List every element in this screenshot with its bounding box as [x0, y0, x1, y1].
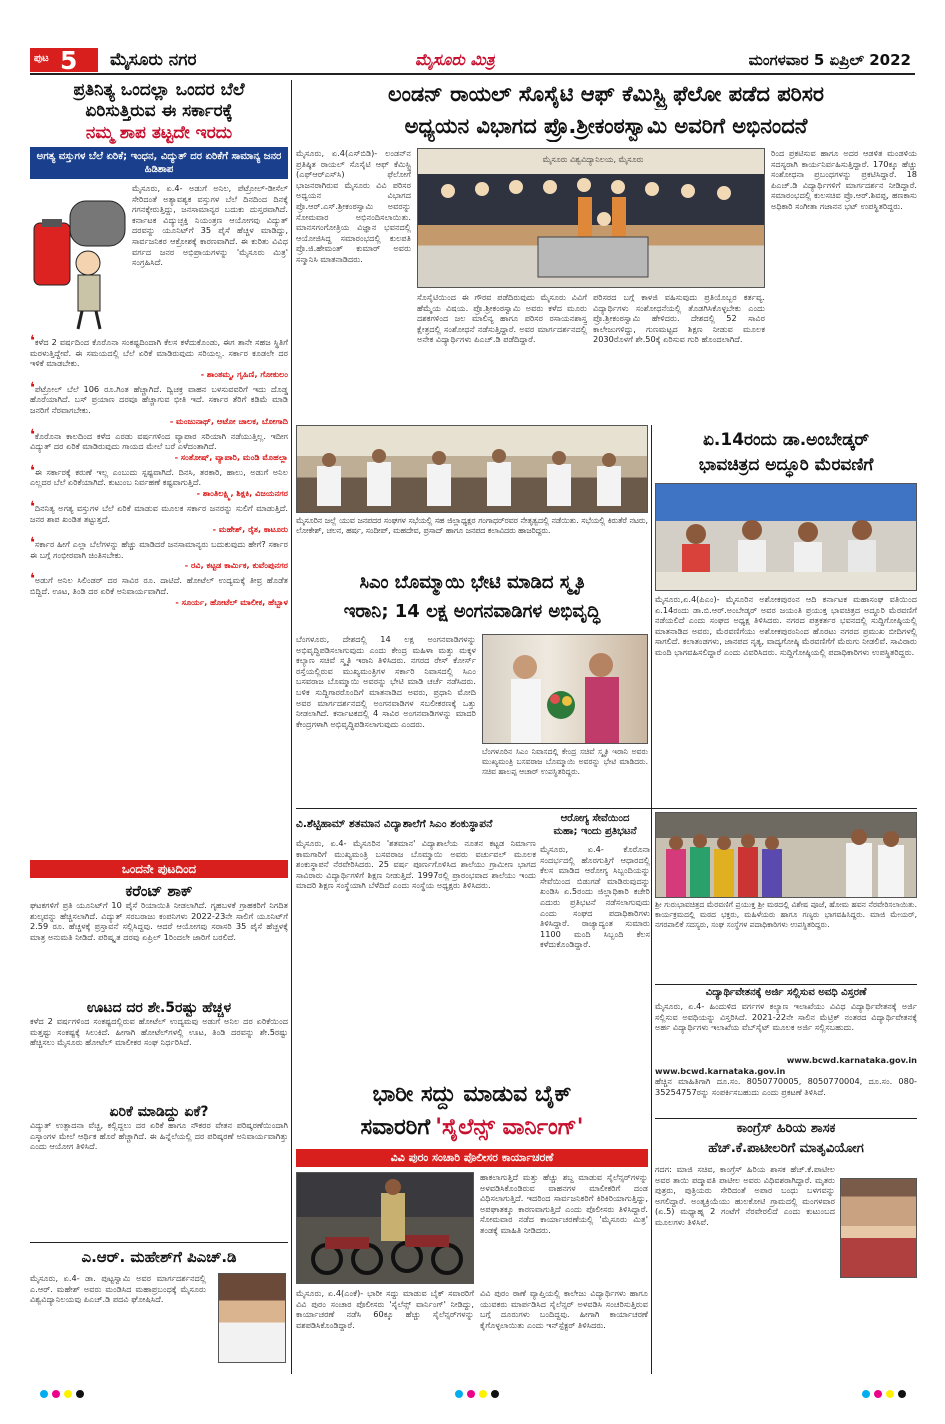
- mutt-photo: [655, 812, 917, 898]
- ambedkar-headline-2: ಭಾವಚಿತ್ರದ ಅದ್ಧೂರಿ ಮೆರವಣಿಗೆ: [698, 455, 874, 475]
- phd-portrait: [218, 1273, 286, 1363]
- registration-mark: [76, 1390, 84, 1398]
- obit-portrait: [840, 1178, 917, 1278]
- quote-text: ಅಡುಗೆ ಅನಿಲ ಸಿಲಿಂಡರ್ ದರ ಸಾವಿರ ರೂ. ದಾಟಿದೆ. ಹೋಟೆಲ್ ಉದ್ಯಮಕ್ಕೆ ತೀವ್ರ ಹೊಡೆತ ಬಿದ್ದಿದೆ. ಊಟ, ತಿಂಡಿ ದರ ಏರಿಕೆ ಅನಿವಾರ್ಯವಾಗಿದೆ.: [30, 575, 288, 596]
- bike-headline-1: ಭಾರೀ ಸದ್ದು ಮಾಡುವ ಬೈಕ್: [372, 1082, 572, 1107]
- column-rule: [291, 80, 292, 1374]
- registration-mark: [898, 1390, 906, 1398]
- quote-item: ❛ಕಳೆದ 2 ವರ್ಷದಿಂದ ಕೊರೊನಾ ಸಂಕಷ್ಟದಿಂದಾಗಿ ಕೆಲಸ ಕಳೆದುಕೊಂಡು, ಈಗ ತಾನೇ ಸಹಜ ಸ್ಥಿತಿಗೆ ಮರಳುತ್ತಿದ್ದೇವೆ. ಈ ಸಮಯದಲ್ಲಿ ಬೆಲೆ ಏರಿಕೆ ಮಾಡಿರುವುದು ಸರಿಯಲ್ಲ. ಸರ್ಕಾರ ಕೂಡಲೇ ದರ ಇಳಿಕೆ ಮಾಡಬೇಕು. - ಶಾಂತಮ್ಮ, ಗೃಹಿಣಿ, ಗೋಕುಲಂ: [30, 333, 288, 379]
- obit-body: ಗದಗ: ಮಾಜಿ ಸಚಿವ, ಕಾಂಗ್ರೆಸ್ ಹಿರಿಯ ಶಾಸಕ ಹೆಚ್.ಕೆ.ಪಾಟೀಲ ಅವರ ತಾಯಿ ಪದ್ಮಾವತಿ ಪಾಟೀಲ ಅವರು ವಿಧಿವಶರಾಗಿದ್ದಾರೆ. ಮೃತರು ಪುತ್ರರು, ಪುತ್ರಿಯರು ಸೇರಿದಂತೆ ಅಪಾರ ಬಂಧು ಬಳಗವನ್ನು ಅಗಲಿದ್ದಾರೆ. ಅಂತ್ಯಕ್ರಿಯೆಯು ಹುಲಕೋಟಿ ಗ್ರಾಮದಲ್ಲಿ ಮಂಗಳವಾರ (ಏ.5) ಮಧ್ಯಾಹ್ನ 2 ಗಂಟೆಗೆ ನೆರವೇರಲಿದೆ ಎಂದು ಕುಟುಂಬದ ಮೂಲಗಳು ತಿಳಿಸಿವೆ.: [655, 1164, 835, 1227]
- page-label: ಪುಟ: [34, 53, 49, 64]
- left-story: [30, 80, 288, 860]
- quote-signature: - ರವಿ, ಕಟ್ಟಡ ಕಾರ್ಮಿಕ, ಕುವೆಂಪುನಗರ: [184, 560, 288, 571]
- quote-signature: - ಮಂಜುನಾಥ್, ಆಟೋ ಚಾಲಕ, ಬೋಗಾದಿ: [169, 415, 288, 426]
- quote-item: ❛ಅಡುಗೆ ಅನಿಲ ಸಿಲಿಂಡರ್ ದರ ಸಾವಿರ ರೂ. ದಾಟಿದೆ. ಹೋಟೆಲ್ ಉದ್ಯಮಕ್ಕೆ ತೀವ್ರ ಹೊಡೆತ ಬಿದ್ದಿದೆ. ಊಟ, ತಿಂಡಿ ದರ ಏರಿಕೆ ಅನಿವಾರ್ಯವಾಗಿದೆ. - ಸೂರ್ಯ, ಹೋಟೆಲ್ ಮಾಲೀಕ, ಹೆಬ್ಬಾಳ: [30, 571, 288, 607]
- masthead: [30, 45, 915, 75]
- school-headline: ವಿ.ಶೆಟ್ಟಿಹಾಮ್ ಶತಮಾನ ವಿದ್ಯಾಶಾಲೆಗೆ ಸಿಎಂ ಶಂಕುಸ್ಥಾಪನೆ: [296, 818, 493, 830]
- award-banner: ಮೈಸೂರು ವಿಶ್ವವಿದ್ಯಾನಿಲಯ, ಮೈಸೂರು: [542, 155, 644, 164]
- cm-headline-1: ಸಿಎಂ ಬೊಮ್ಮಾಯಿ ಭೇಟಿ ಮಾಡಿದ ಸ್ಮೃತಿ: [359, 572, 585, 593]
- cm-body: ಬೆಂಗಳೂರು, ದೇಶದಲ್ಲಿ 14 ಲಕ್ಷ ಅಂಗನವಾಡಿಗಳನ್ನು ಅಭಿವೃದ್ಧಿಪಡಿಸಲಾಗುವುದು ಎಂದು ಕೇಂದ್ರ ಮಹಿಳಾ ಮತ್ತು ಮಕ್ಕಳ ಕಲ್ಯಾಣ ಸಚಿವೆ ಸ್ಮೃತಿ ಇರಾನಿ ತಿಳಿಸಿದರು. ನಗರದ ರೇಸ್ ಕೋರ್ಸ್ ರಸ್ತೆಯಲ್ಲಿರುವ ಮುಖ್ಯಮಂತ್ರಿಗಳ ಸರ್ಕಾರಿ ನಿವಾಸದಲ್ಲಿ ಸಿಎಂ ಬಸವರಾಜ ಬೊಮ್ಮಾಯಿ ಅವರನ್ನು ಭೇಟಿ ಮಾಡಿ ಚರ್ಚೆ ನಡೆಸಿದರು. ಬಳಿಕ ಸುದ್ದಿಗಾರರೊಂದಿಗೆ ಮಾತನಾಡಿದ ಅವರು, ಪ್ರಧಾನಿ ಮೋದಿ ಅವರ ಮಾರ್ಗದರ್ಶನದಲ್ಲಿ ಅಂಗನವಾಡಿಗಳ ಸಬಲೀಕರಣಕ್ಕೆ ಒತ್ತು ನೀಡಲಾಗಿದೆ. ಕರ್ನಾಟಕದಲ್ಲಿ 4 ಸಾವಿರ ಅಂಗನವಾಡಿಗಳನ್ನು ಮಾದರಿ ಕೇಂದ್ರಗಳಾಗಿ ಅಭಿವೃದ್ಧಿಪಡಿಸಲಾಗುವುದು ಎಂದರು.: [296, 634, 476, 729]
- registration-mark: [455, 1390, 463, 1398]
- issue-date: ಮಂಗಳವಾರ 5 ಏಪ್ರಿಲ್ 2022: [748, 51, 911, 69]
- quote-signature: - ಮಹೇಶ್, ರೈತ, ಕಾಟೂರು: [212, 524, 288, 535]
- lead-col-1: ಮೈಸೂರು, ಏ.4(ಎಸ್‌ಬಿಡಿ)- ಲಂಡನ್‌ನ ಪ್ರತಿಷ್ಠಿತ ರಾಯಲ್ ಸೊಸೈಟಿ ಆಫ್ ಕೆಮಿಸ್ಟ್ರಿ (ಎಫ್‌ಆರ್‌ಎಸ್‌ಸಿ) ಫೆಲೋಗೆ ಭಾಜನರಾಗಿರುವ ಮೈಸೂರು ವಿವಿ ಪರಿಸರ ಅಧ್ಯಯನ ವಿಭಾಗದ ಪ್ರೊ.ಆರ್.ಎಸ್.ಶ್ರೀಕಂಠಸ್ವಾಮಿ ಅವರನ್ನು ಸೋಮವಾರ ಅಭಿನಂದಿಸಲಾಯಿತು. ಮಾನಸಗಂಗೋತ್ರಿಯ ವಿಜ್ಞಾನ ಭವನದಲ್ಲಿ ಆಯೋಜಿಸಿದ್ದ ಸಮಾರಂಭದಲ್ಲಿ ಕುಲಪತಿ ಪ್ರೊ.ಜಿ.ಹೇಮಂತ್ ಕುಮಾರ್ ಅವರು ಸನ್ಮಾನಿಸಿ ಮಾತನಾಡಿದರು.: [296, 148, 411, 264]
- cm-headline-2: ಇರಾನಿ; 14 ಲಕ್ಷ ಅಂಗನವಾಡಿಗಳ ಅಭಿವೃದ್ಧಿ: [343, 601, 601, 622]
- quote-item: ❛ಪೆಟ್ರೋಲ್ ಬೆಲೆ 106 ರೂ.ಗಿಂತ ಹೆಚ್ಚಾಗಿದೆ. ದ್ವಿಚಕ್ರ ವಾಹನ ಬಳಸುವವರಿಗೆ ಇದು ದೊಡ್ಡ ಹೊರೆಯಾಗಿದೆ. ಬಸ್ ಪ್ರಯಾಣ ದರವೂ ಹೆಚ್ಚಾಗುವ ಭೀತಿ ಇದೆ. ಸರ್ಕಾರ ತೆರಿಗೆ ಕಡಿಮೆ ಮಾಡಿ ಜನರಿಗೆ ನೆರವಾಗಬೇಕು. - ಮಂಜುನಾಥ್, ಆಟೋ ಚಾಲಕ, ಬೋಗಾದಿ: [30, 379, 288, 426]
- column-rule: [651, 425, 652, 1374]
- phd-headline: ಎ.ಆರ್. ಮಹೇಶ್‌ಗೆ ಪಿಎಚ್.ಡಿ: [81, 1248, 237, 1266]
- bike-col-1: ಹಾಕಲಾಗುತ್ತಿದೆ ಮತ್ತು ಹೆಚ್ಚು ಶಬ್ದ ಮಾಡುವ ಸೈಲೆನ್ಸರ್‌ಗಳನ್ನು ಅಳವಡಿಸಿಕೊಂಡಿರುವ ವಾಹನಗಳ ಮಾಲೀಕರಿಗೆ ದಂಡ ವಿಧಿಸಲಾಗುತ್ತಿದೆ. ಇದರಿಂದ ಸಾರ್ವಜನಿಕರಿಗೆ ಕಿರಿಕಿರಿಯಾಗುತ್ತಿದ್ದು, ಅಪಘಾತಕ್ಕೂ ಕಾರಣವಾಗುತ್ತಿದೆ ಎಂದು ಪೊಲೀಸರು ತಿಳಿಸಿದ್ದಾರೆ. ಸೋಮವಾರ ನಡೆದ ಕಾರ್ಯಾಚರಣೆಯಲ್ಲಿ 'ಮೈಸೂರು ಮಿತ್ರ' ತಂಡಕ್ಕೆ ಮಾಹಿತಿ ನೀಡಿದರು.: [480, 1172, 648, 1235]
- lead-col-2: ಸೊಸೈಟಿಯಿಂದ ಈ ಗೌರವ ಪಡೆದಿರುವುದು ಮೈಸೂರು ವಿವಿಗೆ ಹೆಮ್ಮೆಯ ವಿಷಯ. ಪ್ರೊ.ಶ್ರೀಕಂಠಸ್ವಾಮಿ ಅವರು ಕಳೆದ ಮೂರು ದಶಕಗಳಿಂದ ಜಲ ಮಾಲಿನ್ಯ ಹಾಗೂ ಪರಿಸರ ರಸಾಯನಶಾಸ್ತ್ರ ಕ್ಷೇತ್ರದಲ್ಲಿ ಸಂಶೋಧನೆ ನಡೆಸುತ್ತಿದ್ದಾರೆ. ಅವರ ಮಾರ್ಗದರ್ಶನದಲ್ಲಿ ಅನೇಕ ವಿದ್ಯಾರ್ಥಿಗಳು ಪಿಎಚ್.ಡಿ ಪಡೆದಿದ್ದಾರೆ.: [417, 292, 587, 345]
- lead-headline: [295, 78, 917, 144]
- page-number-badge: [30, 48, 98, 72]
- obit-headline: [655, 1118, 917, 1162]
- cm-photo-caption: ಬೆಂಗಳೂರಿನ ಸಿಎಂ ನಿವಾಸದಲ್ಲಿ ಕೇಂದ್ರ ಸಚಿವೆ ಸ್ಮೃತಿ ಇರಾನಿ ಅವರು ಮುಖ್ಯಮಂತ್ರಿ ಬಸವರಾಜ ಬೊಮ್ಮಾಯಿ ಅವರನ್ನು ಭೇಟಿ ಮಾಡಿದರು. ಸಚಿವ ಹಾಲಪ್ಪ ಆಚಾರ್ ಉಪಸ್ಥಿತರಿದ್ದರು.: [482, 747, 648, 776]
- left-headline-2: ಏರಿಸುತ್ತಿರುವ ಈ ಸರ್ಕಾರಕ್ಕೆ: [85, 101, 233, 121]
- quotes-list: [30, 333, 288, 608]
- registration-mark: [52, 1390, 60, 1398]
- quote-signature: - ಸೂರ್ಯ, ಹೋಟೆಲ್ ಮಾಲೀಕ, ಹೆಬ್ಬಾಳ: [175, 596, 288, 607]
- ambedkar-headline-1: ಏ.14ರಂದು ಡಾ.ಅಂಬೇಡ್ಕರ್: [702, 430, 870, 450]
- registration-mark: [40, 1390, 48, 1398]
- health-body: ಮೈಸೂರು, ಏ.4- ಕೊರೊನಾ ಸಂದರ್ಭದಲ್ಲಿ ಹೊರಗುತ್ತಿಗೆ ಆಧಾರದಲ್ಲಿ ಕೆಲಸ ಮಾಡಿದ ಆರೋಗ್ಯ ಸಿಬ್ಬಂದಿಯನ್ನು ಸೇವೆಯಿಂದ ಬಿಡುಗಡೆ ಮಾಡಿರುವುದನ್ನು ಖಂಡಿಸಿ ಏ.5ರಂದು ಜಿಲ್ಲಾಧಿಕಾರಿ ಕಚೇರಿ ಎದುರು ಪ್ರತಿಭಟನೆ ನಡೆಸಲಾಗುವುದು ಎಂದು ಸಂಘದ ಪದಾಧಿಕಾರಿಗಳು ತಿಳಿಸಿದ್ದಾರೆ. ರಾಜ್ಯಾದ್ಯಂತ ಸುಮಾರು 1100 ಮಂದಿ ಸಿಬ್ಬಂದಿ ಕೆಲಸ ಕಳೆದುಕೊಂಡಿದ್ದಾರೆ.: [540, 844, 650, 950]
- continued-section: [30, 860, 288, 1240]
- story1-head: ಕರೆಂಟ್ ಶಾಕ್: [125, 882, 193, 900]
- lead-headline-1: ಲಂಡನ್ ರಾಯಲ್ ಸೊಸೈಟಿ ಆಫ್ ಕೆಮಿಸ್ಟ್ರಿ ಫೆಲೋ ಪಡೆದ ಪರಿಸರ: [387, 82, 825, 106]
- scholarship-box: [655, 984, 917, 1114]
- story3-head: ಏರಿಕೆ ಮಾಡಿದ್ದು ಏಕೆ?: [109, 1104, 209, 1120]
- scholarship-headline: ವಿದ್ಯಾರ್ಥಿವೇತನಕ್ಕೆ ಅರ್ಜಿ ಸಲ್ಲಿಸುವ ಅವಧಿ ವಿಸ್ತರಣೆ: [705, 987, 867, 998]
- bike-photo: [296, 1172, 474, 1284]
- registration-mark: [491, 1390, 499, 1398]
- bike-headline-3: 'ಸೈಲೆನ್ಸ್ ವಾರ್ನಿಂಗ್': [435, 1115, 584, 1140]
- registration-mark: [874, 1390, 882, 1398]
- quote-text: ಪೆಟ್ರೋಲ್ ಬೆಲೆ 106 ರೂ.ಗಿಂತ ಹೆಚ್ಚಾಗಿದೆ. ದ್ವಿಚಕ್ರ ವಾಹನ ಬಳಸುವವರಿಗೆ ಇದು ದೊಡ್ಡ ಹೊರೆಯಾಗಿದೆ. ಬಸ್ ಪ್ರಯಾಣ ದರವೂ ಹೆಚ್ಚಾಗುವ ಭೀತಿ ಇದೆ. ಸರ್ಕಾರ ತೆರಿಗೆ ಕಡಿಮೆ ಮಾಡಿ ಜನರಿಗೆ ನೆರವಾಗಬೇಕು.: [30, 383, 288, 415]
- quote-item: ❛ಸರ್ಕಾರ ಹೀಗೆ ಎಲ್ಲಾ ಬೆಲೆಗಳನ್ನು ಹೆಚ್ಚು ಮಾಡಿದರೆ ಜನಸಾಮಾನ್ಯರು ಬದುಕುವುದು ಹೇಗೆ? ಸರ್ಕಾರ ಈ ಬಗ್ಗೆ ಗಂಭೀರವಾಗಿ ಚಿಂತಿಸಬೇಕು. - ರವಿ, ಕಟ್ಟಡ ಕಾರ್ಮಿಕ, ಕುವೆಂಪುನಗರ: [30, 535, 288, 571]
- bike-headline: [296, 1078, 648, 1170]
- bike-col-2: ಮೈಸೂರು, ಏ.4(ಎಂಕೆ)- ಭಾರೀ ಸದ್ದು ಮಾಡುವ ಬೈಕ್ ಸವಾರರಿಗೆ ವಿವಿ ಪುರಂ ಸಂಚಾರ ಪೊಲೀಸರು 'ಸೈಲೆನ್ಸ್ ವಾರ್ನಿಂಗ್' ನೀಡಿದ್ದು, ಕಾರ್ಯಾಚರಣೆ ನಡೆಸಿ 60ಕ್ಕೂ ಹೆಚ್ಚು ಸೈಲೆನ್ಸರ್‌ಗಳನ್ನು ವಶಪಡಿಸಿಕೊಂಡಿದ್ದಾರೆ.: [296, 1288, 474, 1330]
- left-headline-1: ಪ್ರತಿನಿತ್ಯ ಒಂದಲ್ಲಾ ಒಂದರ ಬೆಲೆ: [73, 80, 245, 100]
- cm-story-headline: [296, 568, 648, 630]
- mutt-caption: ಶ್ರೀ ಗುರುಭಾವಚಿತ್ರದ ಮೆರವಣಿಗೆ ಪ್ರಯುಕ್ತ ಶ್ರೀ ಮಠದಲ್ಲಿ ವಿಶೇಷ ಪೂಜೆ, ಹೋಮ ಹವನ ನೆರವೇರಿಸಲಾಯಿತು. ಕಾರ್ಯಕ್ರಮದಲ್ಲಿ ಮಠದ ಭಕ್ತರು, ಮಹಿಳೆಯರು ಹಾಗೂ ಗಣ್ಯರು ಭಾಗವಹಿಸಿದ್ದರು. ಮಾಜಿ ಮೇಯರ್, ನಗರಪಾಲಿಕೆ ಸದಸ್ಯರು, ಸಂಘ ಸಂಸ್ಥೆಗಳ ಪದಾಧಿಕಾರಿಗಳು ಉಪಸ್ಥಿತರಿದ್ದರು.: [655, 900, 917, 929]
- divider: [296, 808, 917, 809]
- quote-signature: - ಸಂತೋಷ್, ವ್ಯಾಪಾರಿ, ಮಂಡಿ ಮೊಹಲ್ಲಾ: [174, 451, 288, 462]
- lead-headline-2: ಅಧ್ಯಯನ ವಿಭಾಗದ ಪ್ರೊ.ಶ್ರೀಕಂಠಸ್ವಾಮಿ ಅವರಿಗೆ ಅಭಿನಂದನೆ: [404, 114, 808, 138]
- quote-item: ❛ಈ ಸರ್ಕಾರಕ್ಕೆ ಕರುಣೆ ಇಲ್ಲ ಎಂಬುದು ಸ್ಪಷ್ಟವಾಗಿದೆ. ದಿನಸಿ, ತರಕಾರಿ, ಹಾಲು, ಅಡುಗೆ ಅನಿಲ ಎಲ್ಲದರ ಬೆಲೆ ಏರಿಕೆಯಾಗಿದೆ. ಕುಟುಂಬ ನಿರ್ವಹಣೆ ಕಷ್ಟವಾಗುತ್ತಿದೆ. - ಶಾಂತಿಲಕ್ಷ್ಮಿ, ಶಿಕ್ಷಕಿ, ವಿಜಯನಗರ: [30, 462, 288, 498]
- bike-headline-2: ಸವಾರರಿಗೆ: [360, 1115, 431, 1140]
- quote-item: ❛ಕೊರೊನಾ ಕಾಲದಿಂದ ಕಳೆದ ಎರಡು ವರ್ಷಗಳಿಂದ ವ್ಯಾಪಾರ ಸರಿಯಾಗಿ ನಡೆಯುತ್ತಿಲ್ಲ. ಇದೀಗ ವಿದ್ಯುತ್ ದರ ಏರಿಕೆ ಮಾಡಿರುವುದು ಗಾಯದ ಮೇಲೆ ಬರೆ ಎಳೆದಂತಾಗಿದೆ. - ಸಂತೋಷ್, ವ್ಯಾಪಾರಿ, ಮಂಡಿ ಮೊಹಲ್ಲಾ: [30, 426, 288, 462]
- meeting-caption: ಮೈಸೂರಿನ ಜಲ್ಲೆ ಯುವ ಜನಪದರ ಸಂಘಗಳ ಸಭೆಯಲ್ಲಿ ಸಹ ಜಿಲ್ಲಾಧ್ಯಕ್ಷರ ಗಂಗಾಧರ್‌ರವರ ನೇತೃತ್ವದಲ್ಲಿ ನಡೆಯಿತು. ಸಭೆಯಲ್ಲಿ ಕಿರುತೆರೆ ನಟರು, ಲೋಕೇಶ್, ಚಲನ, ಹರ್ಷ, ಸಂದೀಪ್, ಮಹದೇವ, ಪ್ರಸಾದ್ ಹಾಗೂ ಜನಪದ ಕಲಾವಿದರು ಹಾಜರಿದ್ದರು.: [296, 516, 648, 535]
- ambedkar-body: ಮೈಸೂರು,ಏ.4(ಪಿಎಂ)- ಮೈಸೂರಿನ ಅಶೋಕಪುರಂನ ಆದಿ ಕರ್ನಾಟಕ ಮಹಾಸಂಘ ವತಿಯಿಂದ ಏ.14ರಂದು ಡಾ.ಬಿ.ಆರ್.ಅಂಬೇಡ್ಕರ್ ಅವರ ಜಯಂತಿ ಪ್ರಯುಕ್ತ ಭಾವಚಿತ್ರದ ಅದ್ಧೂರಿ ಮೆರವಣಿಗೆ ನಡೆಯಲಿದೆ ಎಂದು ಸಂಘದ ಅಧ್ಯಕ್ಷ ತಿಳಿಸಿದರು. ನಗರದ ಪತ್ರಕರ್ತರ ಭವನದಲ್ಲಿ ಸುದ್ದಿಗೋಷ್ಠಿಯಲ್ಲಿ ಮಾತನಾಡಿದ ಅವರು, ಮೆರವಣಿಗೆಯು ಅಶೋಕಪುರಂನಿಂದ ಹೊರಟು ನಗರದ ಪ್ರಮುಖ ಬೀದಿಗಳಲ್ಲಿ ಸಾಗಲಿದೆ. ಕಲಾತಂಡಗಳು, ಜಾನಪದ ನೃತ್ಯ, ವಾದ್ಯಗೋಷ್ಠಿ ಮೆರವಣಿಗೆಗೆ ಮೆರುಗು ನೀಡಲಿವೆ. ಸಾವಿರಾರು ಮಂದಿ ಭಾಗವಹಿಸಲಿದ್ದಾರೆ ಎಂದು ವಿವರಿಸಿದರು. ಸುದ್ದಿಗೋಷ್ಠಿಯಲ್ಲಿ ಪದಾಧಿಕಾರಿಗಳು ಉಪಸ್ಥಿತರಿದ್ದರು.: [655, 594, 917, 657]
- story2-body: ಕಳೆದ 2 ವರ್ಷಗಳಿಂದ ಸಂಕಷ್ಟದಲ್ಲಿರುವ ಹೋಟೆಲ್ ಉದ್ಯಮವು ಅಡುಗೆ ಅನಿಲ ದರ ಏರಿಕೆಯಿಂದ ಮತ್ತಷ್ಟು ಸಂಕಷ್ಟಕ್ಕೆ ಸಿಲುಕಿದೆ. ಹೀಗಾಗಿ ಹೋಟೆಲ್‌ಗಳಲ್ಲಿ ಊಟ, ತಿಂಡಿ ದರವನ್ನು ಶೇ.5ರಷ್ಟು ಹೆಚ್ಚಿಸಲು ಮೈಸೂರು ಹೋಟೆಲ್ ಮಾಲೀಕರ ಸಂಘ ನಿರ್ಧರಿಸಿದೆ.: [30, 1016, 288, 1048]
- left-intro: ಮೈಸೂರು, ಏ.4- ಅಡುಗೆ ಅನಿಲ, ಪೆಟ್ರೋಲ್-ಡೀಸೆಲ್ ಸೇರಿದಂತೆ ಅತ್ಯಾವಶ್ಯಕ ವಸ್ತುಗಳ ಬೆಲೆ ದಿನದಿಂದ ದಿನಕ್ಕೆ ಗಗನಕ್ಕೇರುತ್ತಿದ್ದು, ಜನಸಾಮಾನ್ಯರ ಬದುಕು ದುಸ್ತರವಾಗಿದೆ. ಕರ್ನಾಟಕ ವಿದ್ಯುಚ್ಛಕ್ತಿ ನಿಯಂತ್ರಣ ಆಯೋಗವು ವಿದ್ಯುತ್ ದರವನ್ನು ಯೂನಿಟ್‌ಗೆ 35 ಪೈಸೆ ಹೆಚ್ಚಳ ಮಾಡಿದ್ದು, ಸಾರ್ವಜನಿಕರ ಆಕ್ರೋಶಕ್ಕೆ ಕಾರಣವಾಗಿದೆ. ಈ ಕುರಿತು ವಿವಿಧ ವರ್ಗದ ಜನರ ಅಭಿಪ್ರಾಯಗಳನ್ನು 'ಮೈಸೂರು ಮಿತ್ರ' ಸಂಗ್ರಹಿಸಿದೆ.: [132, 183, 288, 268]
- registration-mark: [64, 1390, 72, 1398]
- phd-body: ಮೈಸೂರು, ಏ.4- ಡಾ. ಪುಟ್ಟಸ್ವಾಮಿ ಅವರ ಮಾರ್ಗದರ್ಶನದಲ್ಲಿ ಎ.ಆರ್. ಮಹೇಶ್ ಅವರು ಮಂಡಿಸಿದ ಮಹಾಪ್ರಬಂಧಕ್ಕೆ ಮೈಸೂರು ವಿಶ್ವವಿದ್ಯಾನಿಲಯವು ಪಿಎಚ್.ಡಿ ಪದವಿ ಘೋಷಿಸಿದೆ.: [30, 1273, 206, 1305]
- obit-headline-2: ಹೆಚ್.ಕೆ.ಪಾಟೀಲರಿಗೆ ಮಾತೃವಿಯೋಗ: [708, 1141, 864, 1156]
- quote-text: ಕೊರೊನಾ ಕಾಲದಿಂದ ಕಳೆದ ಎರಡು ವರ್ಷಗಳಿಂದ ವ್ಯಾಪಾರ ಸರಿಯಾಗಿ ನಡೆಯುತ್ತಿಲ್ಲ. ಇದೀಗ ವಿದ್ಯುತ್ ದರ ಏರಿಕೆ ಮಾಡಿರುವುದು ಗಾಯದ ಮೇಲೆ ಬರೆ ಎಳೆದಂತಾಗಿದೆ.: [30, 430, 288, 452]
- continued-banner: ಒಂದನೇ ಪುಟದಿಂದ: [30, 860, 288, 878]
- quote-signature: - ಶಾಂತಿಲಕ್ಷ್ಮಿ, ಶಿಕ್ಷಕಿ, ವಿಜಯನಗರ: [196, 487, 288, 498]
- award-photo: [417, 148, 765, 288]
- meeting-photo: [296, 425, 648, 513]
- health-headline-2: ಮಹಾ; ಇಂದು ಪ್ರತಿಭಟನೆ: [553, 826, 637, 837]
- quote-item: ❛ದಿನನಿತ್ಯ ಅಗತ್ಯ ವಸ್ತುಗಳ ಬೆಲೆ ಏರಿಕೆ ಮಾಡುವ ಮೂಲಕ ಸರ್ಕಾರ ಜನರನ್ನು ಸುಲಿಗೆ ಮಾಡುತ್ತಿದೆ. ಜನರ ಶಾಪ ಖಂಡಿತ ತಟ್ಟುತ್ತದೆ. - ಮಹೇಶ್, ರೈತ, ಕಾಟೂರು: [30, 498, 288, 535]
- story3-body: ವಿದ್ಯುತ್ ಉತ್ಪಾದನಾ ವೆಚ್ಚ, ಕಲ್ಲಿದ್ದಲು ದರ ಏರಿಕೆ ಹಾಗೂ ನೌಕರರ ವೇತನ ಪರಿಷ್ಕರಣೆಯಿಂದಾಗಿ ಎಸ್ಕಾಂಗಳ ಮೇಲೆ ಆರ್ಥಿಕ ಹೊರೆ ಹೆಚ್ಚಾಗಿದೆ. ಈ ಹಿನ್ನೆಲೆಯಲ್ಲಿ ದರ ಪರಿಷ್ಕರಣೆ ಅನಿವಾರ್ಯವಾಗಿತ್ತು ಎಂದು ಆಯೋಗ ತಿಳಿಸಿದೆ.: [30, 1120, 288, 1152]
- cm-photo: [482, 634, 648, 744]
- school-body: ಮೈಸೂರು, ಏ.4- ಮೈಸೂರಿನ 'ಶತಮಾನ' ವಿದ್ಯಾಶಾಲೆಯ ನೂತನ ಕಟ್ಟಡ ನಿರ್ಮಾಣ ಕಾಮಗಾರಿಗೆ ಮುಖ್ಯಮಂತ್ರಿ ಬಸವರಾಜ ಬೊಮ್ಮಾಯಿ ಅವರು ವರ್ಚುವಲ್ ಮೂಲಕ ಶಂಕುಸ್ಥಾಪನೆ ನೆರವೇರಿಸಿದರು. 25 ವರ್ಷ ಪೂರ್ಣಗೊಳಿಸಿದ ಶಾಲೆಯು ಗ್ರಾಮೀಣ ಭಾಗದ ಸಾವಿರಾರು ವಿದ್ಯಾರ್ಥಿಗಳಿಗೆ ಶಿಕ್ಷಣ ನೀಡುತ್ತಿದೆ. 1997ರಲ್ಲಿ ಪ್ರಾರಂಭವಾದ ಶಾಲೆಯು ಇಂದು ಮಾದರಿ ಶಿಕ್ಷಣ ಸಂಸ್ಥೆಯಾಗಿ ಬೆಳೆದಿದೆ ಎಂದು ಸಂಸ್ಥೆಯ ಅಧ್ಯಕ್ಷರು ತಿಳಿಸಿದರು.: [296, 838, 536, 891]
- section-name: ಮೈಸೂರು ನಗರ: [110, 50, 197, 70]
- cartoon-illustration: [30, 183, 128, 331]
- obit-headline-1: ಕಾಂಗ್ರೆಸ್ ಹಿರಿಯ ಶಾಸಕ: [736, 1121, 836, 1136]
- page-no: 5: [60, 48, 78, 72]
- quote-text: ದಿನನಿತ್ಯ ಅಗತ್ಯ ವಸ್ತುಗಳ ಬೆಲೆ ಏರಿಕೆ ಮಾಡುವ ಮೂಲಕ ಸರ್ಕಾರ ಜನರನ್ನು ಸುಲಿಗೆ ಮಾಡುತ್ತಿದೆ. ಜನರ ಶಾಪ ಖಂಡಿತ ತಟ್ಟುತ್ತದೆ.: [30, 502, 288, 524]
- phd-story: [30, 1242, 288, 1374]
- lead-col-4: ರಿಂದ ಪ್ರಕಟಿಸುವ ಹಾಗೂ ಅದರ ಆಡಳಿತ ಮಂಡಳಿಯ ಸದಸ್ಯರಾಗಿ ಕಾರ್ಯನಿರ್ವಹಿಸುತ್ತಿದ್ದಾರೆ. 170ಕ್ಕೂ ಹೆಚ್ಚು ಸಂಶೋಧನಾ ಪ್ರಬಂಧಗಳನ್ನು ಪ್ರಕಟಿಸಿದ್ದಾರೆ. 18 ಪಿಎಚ್.ಡಿ ವಿದ್ಯಾರ್ಥಿಗಳಿಗೆ ಮಾರ್ಗದರ್ಶನ ನೀಡಿದ್ದಾರೆ. ಸಮಾರಂಭದಲ್ಲಿ ಕುಲಸಚಿವ ಪ್ರೊ.ಆರ್.ಶಿವಪ್ಪ, ಹಣಕಾಸು ಅಧಿಕಾರಿ ಸಂಗೀತಾ ಗಜಾನನ ಭಟ್ ಉಪಸ್ಥಿತರಿದ್ದರು.: [771, 148, 917, 211]
- quote-signature: - ಶಾಂತಮ್ಮ, ಗೃಹಿಣಿ, ಗೋಕುಲಂ: [200, 368, 288, 379]
- lead-col-4b: [771, 292, 917, 420]
- registration-mark: [862, 1390, 870, 1398]
- quote-text: ಈ ಸರ್ಕಾರಕ್ಕೆ ಕರುಣೆ ಇಲ್ಲ ಎಂಬುದು ಸ್ಪಷ್ಟವಾಗಿದೆ. ದಿನಸಿ, ತರಕಾರಿ, ಹಾಲು, ಅಡುಗೆ ಅನಿಲ ಎಲ್ಲದರ ಬೆಲೆ ಏರಿಕೆಯಾಗಿದೆ. ಕುಟುಂಬ ನಿರ್ವಹಣೆ ಕಷ್ಟವಾಗುತ್ತಿದೆ.: [30, 466, 288, 488]
- scholarship-website-2: www.bcwd.karnataka.gov.in: [655, 1065, 786, 1076]
- ambedkar-headline: [655, 428, 917, 480]
- story1-body: ಘಟಕಗಳಿಗೆ ಪ್ರತಿ ಯೂನಿಟ್‌ಗೆ 10 ಪೈಸೆ ರಿಯಾಯಿತಿ ನೀಡಲಾಗಿದೆ. ಗೃಹಬಳಕೆ ಗ್ರಾಹಕರಿಗೆ ನಿಗದಿತ ಶುಲ್ಕವನ್ನು ಹೆಚ್ಚಿಸಲಾಗಿದೆ. ವಿದ್ಯುತ್ ಸರಬರಾಜು ಕಂಪನಿಗಳು 2022-23ನೇ ಸಾಲಿಗೆ ಯೂನಿಟ್‌ಗೆ 2.59 ರೂ. ಹೆಚ್ಚಳಕ್ಕೆ ಪ್ರಸ್ತಾವನೆ ಸಲ್ಲಿಸಿದ್ದವು. ಆದರೆ ಆಯೋಗವು ಸರಾಸರಿ 35 ಪೈಸೆ ಹೆಚ್ಚಳಕ್ಕೆ ಮಾತ್ರ ಅನುಮತಿ ನೀಡಿದೆ. ಪರಿಷ್ಕೃತ ದರವು ಏಪ್ರಿಲ್ 1ರಿಂದಲೇ ಜಾರಿಗೆ ಬರಲಿದೆ.: [30, 900, 288, 942]
- left-subhead: ಅಗತ್ಯ ವಸ್ತುಗಳ ಬೆಲೆ ಏರಿಕೆ; ಇಂಧನ, ವಿದ್ಯುತ್ ದರ ಏರಿಕೆಗೆ ಸಾಮಾನ್ಯ ಜನರ ಹಿಡಿಶಾಪ: [30, 147, 288, 179]
- lead-col-3: ಪರಿಸರದ ಬಗ್ಗೆ ಕಾಳಜಿ ವಹಿಸುವುದು ಪ್ರತಿಯೊಬ್ಬರ ಕರ್ತವ್ಯ. ವಿದ್ಯಾರ್ಥಿಗಳು ಸಂಶೋಧನೆಯಲ್ಲಿ ತೊಡಗಿಸಿಕೊಳ್ಳಬೇಕು ಎಂದು ಪ್ರೊ.ಶ್ರೀಕಂಠಸ್ವಾಮಿ ಹೇಳಿದರು. ದೇಶದಲ್ಲಿ 52 ಸಾವಿರ ಕಾಲೇಜುಗಳಿದ್ದು, ಗುಣಮಟ್ಟದ ಶಿಕ್ಷಣ ನೀಡುವ ಮೂಲಕ 2030ರೊಳಗೆ ಶೇ.50ಕ್ಕೆ ಏರಿಸುವ ಗುರಿ ಹೊಂದಲಾಗಿದೆ.: [593, 292, 765, 345]
- scholarship-body: ಮೈಸೂರು, ಏ.4- ಹಿಂದುಳಿದ ವರ್ಗಗಳ ಕಲ್ಯಾಣ ಇಲಾಖೆಯು ವಿವಿಧ ವಿದ್ಯಾರ್ಥಿವೇತನಕ್ಕೆ ಅರ್ಜಿ ಸಲ್ಲಿಸುವ ಅವಧಿಯನ್ನು ವಿಸ್ತರಿಸಿದೆ. 2021-22ನೇ ಸಾಲಿನ ಮೆಟ್ರಿಕ್ ನಂತರದ ವಿದ್ಯಾರ್ಥಿವೇತನಕ್ಕೆ ಅರ್ಹ ವಿದ್ಯಾರ್ಥಿಗಳು ಇಲಾಖೆಯ ವೆಬ್‌ಸೈಟ್ ಮೂಲಕ ಅರ್ಜಿ ಸಲ್ಲಿಸಬಹುದು.: [655, 1001, 917, 1033]
- ambedkar-photo: [655, 483, 917, 591]
- scholarship-contact: ಹೆಚ್ಚಿನ ಮಾಹಿತಿಗಾಗಿ ದೂ.ಸಂ. 8050770005, 8050770004, ದೂ.ಸಂ. 080-35254757ರನ್ನು ಸಂಪರ್ಕಿಸಬಹುದು ಎಂದು ಪ್ರಕಟಣೆ ತಿಳಿಸಿದೆ.: [655, 1076, 917, 1097]
- registration-mark: [467, 1390, 475, 1398]
- quote-text: ಸರ್ಕಾರ ಹೀಗೆ ಎಲ್ಲಾ ಬೆಲೆಗಳನ್ನು ಹೆಚ್ಚು ಮಾಡಿದರೆ ಜನಸಾಮಾನ್ಯರು ಬದುಕುವುದು ಹೇಗೆ? ಸರ್ಕಾರ ಈ ಬಗ್ಗೆ ಗಂಭೀರವಾಗಿ ಚಿಂತಿಸಬೇಕು.: [30, 539, 288, 560]
- health-headline-1: ಆರೋಗ್ಯ ಸೇವೆಯಿಂದ: [560, 813, 630, 824]
- registration-mark: [886, 1390, 894, 1398]
- bike-col-3: ವಿವಿ ಪುರಂ ಠಾಣೆ ವ್ಯಾಪ್ತಿಯಲ್ಲಿ ಕಾಲೇಜು ವಿದ್ಯಾರ್ಥಿಗಳು ಹಾಗೂ ಯುವಕರು ಮಾರ್ಪಡಿಸಿದ ಸೈಲೆನ್ಸರ್ ಅಳವಡಿಸಿ ಸಂಚರಿಸುತ್ತಿರುವ ಬಗ್ಗೆ ದೂರುಗಳು ಬಂದಿದ್ದವು. ಹೀಗಾಗಿ ಕಾರ್ಯಾಚರಣೆ ಕೈಗೊಳ್ಳಲಾಯಿತು ಎಂದು ಇನ್‌ಸ್ಪೆಕ್ಟರ್ ತಿಳಿಸಿದರು.: [480, 1288, 648, 1330]
- quote-text: ಕಳೆದ 2 ವರ್ಷದಿಂದ ಕೊರೊನಾ ಸಂಕಷ್ಟದಿಂದಾಗಿ ಕೆಲಸ ಕಳೆದುಕೊಂಡು, ಈಗ ತಾನೇ ಸಹಜ ಸ್ಥಿತಿಗೆ ಮರಳುತ್ತಿದ್ದೇವೆ. ಈ ಸಮಯದಲ್ಲಿ ಬೆಲೆ ಏರಿಕೆ ಮಾಡಿರುವುದು ಸರಿಯಲ್ಲ. ಸರ್ಕಾರ ಕೂಡಲೇ ದರ ಇಳಿಕೆ ಮಾಡಬೇಕು.: [30, 337, 288, 369]
- left-headline-3: ನಮ್ಮ ಶಾಪ ತಟ್ಟದೇ ಇರದು: [85, 123, 233, 143]
- paper-logo: ಮೈಸೂರು ಮಿತ್ರ: [415, 50, 495, 69]
- registration-mark: [479, 1390, 487, 1398]
- scholarship-website-1: www.bcwd.karnataka.gov.in: [786, 1055, 917, 1065]
- story2-head: ಊಟದ ದರ ಶೇ.5ರಷ್ಟು ಹೆಚ್ಚಳ: [86, 1000, 232, 1016]
- bike-strap: ವಿವಿ ಪುರಂ ಸಂಚಾರಿ ಪೊಲೀಸರ ಕಾರ್ಯಾಚರಣೆ: [296, 1149, 648, 1167]
